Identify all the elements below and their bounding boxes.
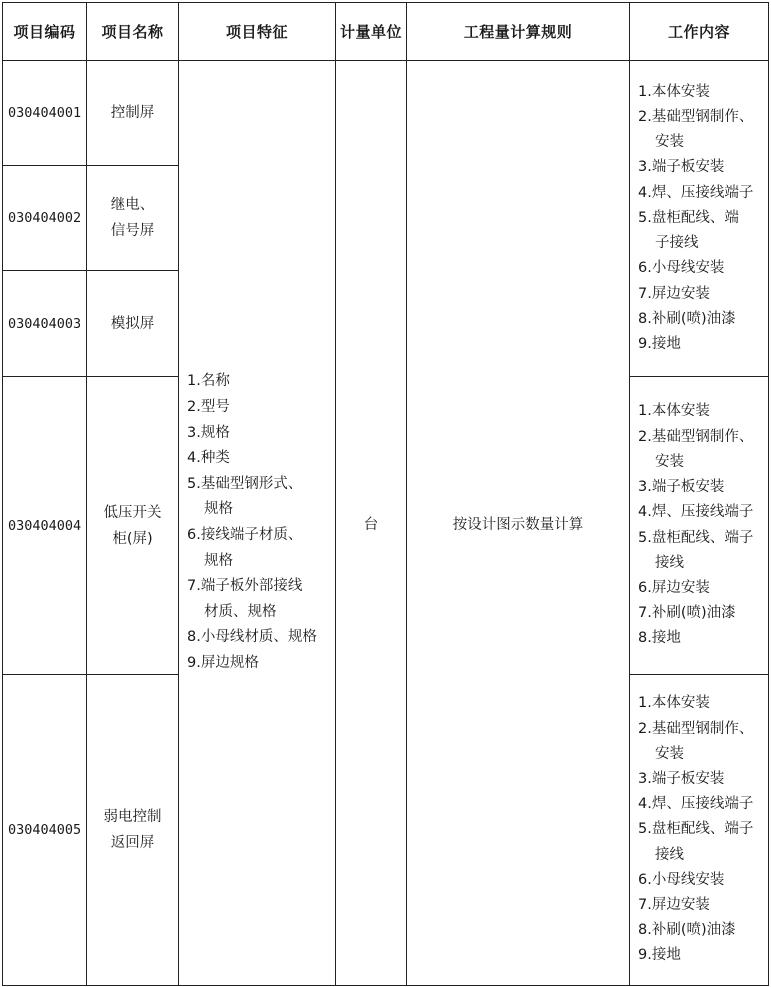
list-item-line: 规格 — [204, 501, 233, 518]
list-item-line: 3.端子板安装 — [638, 770, 725, 787]
list-item-line: 1.本体安装 — [638, 403, 710, 420]
work-content-list — [638, 691, 768, 968]
item-name-line: 控制屏 — [110, 105, 155, 121]
item-name-line: 模拟屏 — [110, 315, 155, 332]
list-item-line: 1.名称 — [187, 373, 230, 390]
list-item-line: 2.型号 — [187, 399, 230, 416]
list-item-line: 8.小母线材质、规格 — [187, 629, 317, 646]
table-row — [3, 61, 769, 166]
header-name: 项目名称 — [87, 3, 179, 61]
list-item-line: 9.接地 — [638, 335, 681, 352]
unit-cell: 台 — [336, 61, 407, 986]
item-name-line: 返回屏 — [110, 835, 155, 851]
item-code: 030404005 — [3, 675, 87, 986]
list-item-line: 3.端子板安装 — [638, 159, 725, 176]
work-content-list — [638, 399, 768, 651]
item-name-line: 继电、 — [110, 197, 155, 213]
list-item-line: 规格 — [204, 552, 233, 569]
list-item-line: 6.接线端子材质、 — [187, 527, 303, 543]
item-name — [87, 166, 179, 271]
list-item-line: 安装 — [655, 453, 684, 470]
list-item-line: 2.基础型钢制作、 — [638, 720, 754, 737]
item-name — [87, 675, 179, 986]
item-code: 030404002 — [3, 166, 87, 271]
header-unit: 计量单位 — [336, 3, 407, 61]
header-rule: 工程量计算规则 — [407, 3, 630, 61]
header-row — [3, 3, 769, 61]
list-item-line: 4.种类 — [187, 450, 230, 467]
list-item-line: 安装 — [655, 745, 684, 762]
item-name — [87, 271, 179, 377]
list-item-line: 7.补刷(喷)油漆 — [638, 605, 736, 622]
list-item-line: 安装 — [655, 134, 684, 151]
item-name-line: 信号屏 — [110, 223, 155, 239]
item-name — [87, 377, 179, 675]
list-item-line: 8.补刷(喷)油漆 — [638, 922, 736, 939]
list-item-line: 5.盘柜配线、端子 — [638, 529, 754, 546]
item-code: 030404001 — [3, 61, 87, 166]
list-item-line: 3.端子板安装 — [638, 479, 725, 496]
list-item-line: 5.基础型钢形式、 — [187, 475, 303, 492]
list-item-line: 1.本体安装 — [638, 695, 710, 712]
list-item-line: 4.焊、压接线端子 — [638, 184, 754, 201]
list-item-line: 7.屏边安装 — [638, 897, 710, 913]
list-item-line: 2.基础型钢制作、 — [638, 109, 754, 126]
rule-cell: 按设计图示数量计算 — [407, 61, 630, 986]
list-item-line: 4.焊、压接线端子 — [638, 504, 754, 521]
list-item-line: 接线 — [655, 554, 684, 571]
list-item-line: 材质、规格 — [204, 603, 277, 620]
item-name-line: 低压开关 — [103, 504, 162, 521]
features-list — [179, 369, 335, 676]
list-item-line: 8.接地 — [638, 630, 681, 647]
list-item-line: 6.屏边安装 — [638, 579, 710, 596]
list-item-line: 子接线 — [655, 235, 699, 252]
item-code: 030404004 — [3, 377, 87, 675]
list-item-line: 7.端子板外部接线 — [187, 578, 303, 595]
item-code: 030404003 — [3, 271, 87, 377]
list-item-line: 4.焊、压接线端子 — [638, 796, 754, 813]
list-item-line: 6.小母线安装 — [638, 871, 725, 888]
list-item-line: 5.盘柜配线、端 — [638, 209, 739, 226]
item-name-line: 弱电控制 — [103, 809, 162, 825]
list-item-line: 2.基础型钢制作、 — [638, 428, 754, 445]
work-content-list — [638, 80, 768, 357]
list-item-line: 6.小母线安装 — [638, 260, 725, 277]
list-item-line: 1.本体安装 — [638, 83, 710, 100]
item-name-line: 柜(屏) — [112, 530, 153, 547]
list-item-line: 7.屏边安装 — [638, 285, 710, 302]
list-item-line: 接线 — [655, 846, 684, 863]
work-content-cell-2 — [630, 377, 769, 675]
list-item-line: 3.规格 — [187, 424, 230, 441]
features-cell — [179, 61, 336, 986]
work-content-cell-1 — [630, 61, 769, 377]
item-name — [87, 61, 179, 166]
header-code: 项目编码 — [3, 3, 87, 61]
list-item-line: 9.接地 — [638, 947, 681, 964]
list-item-line: 9.屏边规格 — [187, 654, 259, 671]
spec-table — [2, 2, 769, 986]
list-item-line: 5.盘柜配线、端子 — [638, 821, 754, 838]
work-content-cell-3 — [630, 675, 769, 986]
header-work: 工作内容 — [630, 3, 769, 61]
header-features: 项目特征 — [179, 3, 336, 61]
list-item-line: 8.补刷(喷)油漆 — [638, 310, 736, 327]
